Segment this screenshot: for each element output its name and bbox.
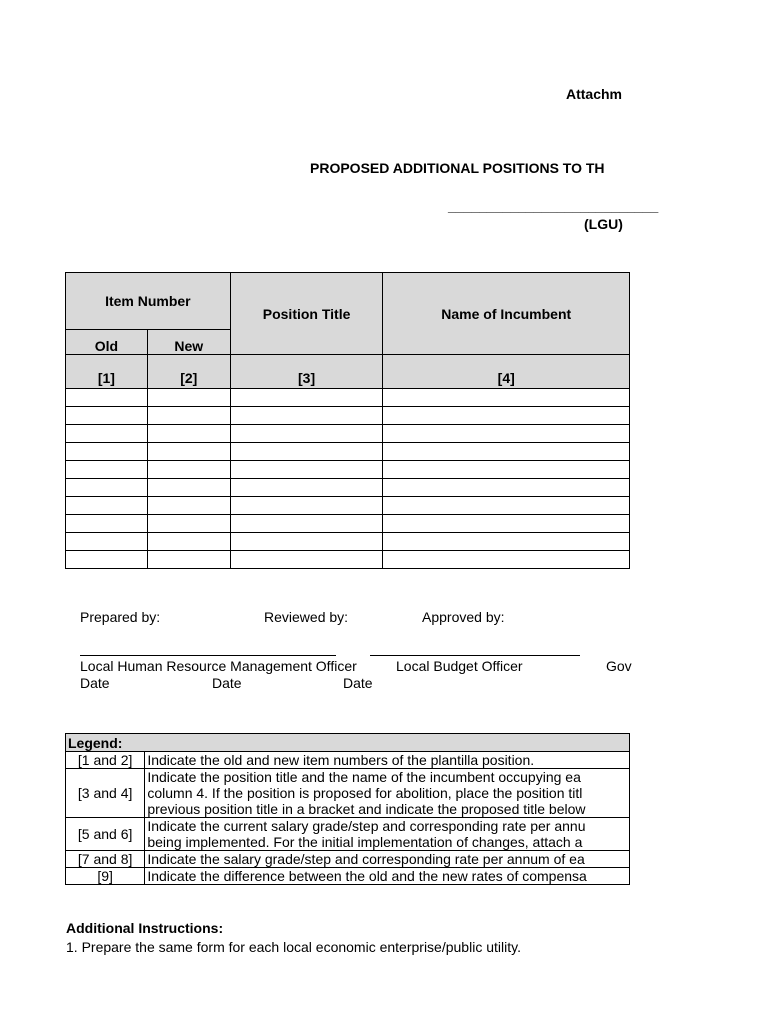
legend-code: [9] xyxy=(66,868,145,885)
table-cell xyxy=(383,389,630,407)
table-cell xyxy=(230,551,383,569)
table-cell xyxy=(383,533,630,551)
legend-table xyxy=(65,733,630,885)
table-cell xyxy=(230,389,383,407)
old-header: Old xyxy=(66,330,148,355)
table-cell xyxy=(147,425,230,443)
date-label: Date xyxy=(212,675,242,691)
table-row xyxy=(66,389,630,407)
table-cell xyxy=(66,479,148,497)
prepared-by-label: Prepared by: xyxy=(80,609,161,625)
table-cell xyxy=(147,461,230,479)
legend-row xyxy=(66,851,630,868)
legend-code: [7 and 8] xyxy=(66,851,145,868)
legend-description xyxy=(145,868,630,885)
governor-label: Gov xyxy=(606,658,632,674)
column-number: [3] xyxy=(230,355,383,389)
table-row xyxy=(66,515,630,533)
additional-instruction-item: 1. Prepare the same form for each local economic enterprise/public utility. xyxy=(66,939,521,955)
table-cell xyxy=(147,389,230,407)
document-title: PROPOSED ADDITIONAL POSITIONS TO TH xyxy=(310,160,605,176)
reviewed-by-label: Reviewed by: xyxy=(264,609,349,625)
table-cell xyxy=(66,515,148,533)
budget-officer-label: Local Budget Officer xyxy=(396,658,523,674)
table-cell xyxy=(147,515,230,533)
table-cell xyxy=(383,461,630,479)
legend-description-line: Indicate the current salary grade/step and corresponding rate per annu xyxy=(147,818,586,834)
table-cell xyxy=(230,479,383,497)
table-row xyxy=(66,425,630,443)
date-label: Date xyxy=(80,675,110,691)
table-cell xyxy=(66,407,148,425)
column-number: [1] xyxy=(66,355,148,389)
attachment-label: Attachm xyxy=(566,86,623,102)
table-cell xyxy=(147,551,230,569)
legend-description-line: Indicate the salary grade/step and corresponding rate per annum of ea xyxy=(147,851,585,867)
table-cell xyxy=(230,515,383,533)
legend-description-line: Indicate the position title and the name of the incumbent occupying ea xyxy=(147,769,581,785)
additional-instructions-heading: Additional Instructions: xyxy=(66,920,224,936)
table-row xyxy=(66,551,630,569)
table-cell xyxy=(383,425,630,443)
table-cell xyxy=(230,425,383,443)
table-cell xyxy=(66,497,148,515)
table-cell xyxy=(230,407,383,425)
table-cell xyxy=(230,461,383,479)
legend-description xyxy=(145,851,630,868)
table-cell xyxy=(230,497,383,515)
table-row xyxy=(66,443,630,461)
table-cell xyxy=(66,389,148,407)
table-cell xyxy=(383,497,630,515)
lgu-blank-line: ___________________________ xyxy=(448,198,659,214)
item-number-header: Item Number xyxy=(66,273,231,330)
table-cell xyxy=(66,533,148,551)
positions-table xyxy=(65,272,630,569)
legend-row xyxy=(66,868,630,885)
table-row xyxy=(66,407,630,425)
table-body xyxy=(66,389,630,569)
legend-description-line: Indicate the difference between the old and the new rates of compensa xyxy=(147,868,587,884)
legend-description xyxy=(145,818,630,851)
table-cell xyxy=(383,515,630,533)
legend-description-line: Indicate the old and new item numbers of the plantilla position. xyxy=(147,752,535,768)
column-number: [2] xyxy=(147,355,230,389)
legend-code: [5 and 6] xyxy=(66,818,145,851)
table-cell xyxy=(66,461,148,479)
legend-description xyxy=(145,752,630,769)
table-cell xyxy=(230,443,383,461)
table-cell xyxy=(383,407,630,425)
legend-code: [3 and 4] xyxy=(66,769,145,818)
table-cell xyxy=(147,479,230,497)
table-cell xyxy=(383,479,630,497)
legend-description-line: being implemented. For the initial implementation of changes, attach a xyxy=(147,834,583,850)
legend-body xyxy=(66,752,630,885)
table-cell xyxy=(147,533,230,551)
legend-description xyxy=(145,769,630,818)
table-cell xyxy=(147,497,230,515)
table-cell xyxy=(66,425,148,443)
position-title-header: Position Title xyxy=(230,273,383,355)
signature-line-reviewed xyxy=(370,655,580,656)
date-label: Date xyxy=(343,675,373,691)
table-cell xyxy=(230,533,383,551)
legend-row xyxy=(66,818,630,851)
table-cell xyxy=(147,443,230,461)
column-number: [4] xyxy=(383,355,630,389)
legend-code: [1 and 2] xyxy=(66,752,145,769)
table-row xyxy=(66,497,630,515)
name-of-incumbent-header: Name of Incumbent xyxy=(383,273,630,355)
table-row xyxy=(66,461,630,479)
legend-heading: Legend: xyxy=(66,734,630,752)
legend-row xyxy=(66,769,630,818)
legend-description-line: column 4. If the position is proposed for abolition, place the position titl xyxy=(147,785,583,801)
table-cell xyxy=(66,551,148,569)
signature-line-prepared xyxy=(80,655,336,656)
table-row xyxy=(66,479,630,497)
new-header: New xyxy=(147,330,230,355)
table-row xyxy=(66,533,630,551)
legend-row xyxy=(66,752,630,769)
table-cell xyxy=(147,407,230,425)
approved-by-label: Approved by: xyxy=(422,609,505,625)
legend-description-line: previous position title in a bracket and indicate the proposed title below xyxy=(147,801,586,817)
table-cell xyxy=(383,551,630,569)
lhrmo-label: Local Human Resource Management Officer xyxy=(80,658,357,674)
table-cell xyxy=(66,443,148,461)
table-cell xyxy=(383,443,630,461)
lgu-label: (LGU) xyxy=(584,216,623,232)
